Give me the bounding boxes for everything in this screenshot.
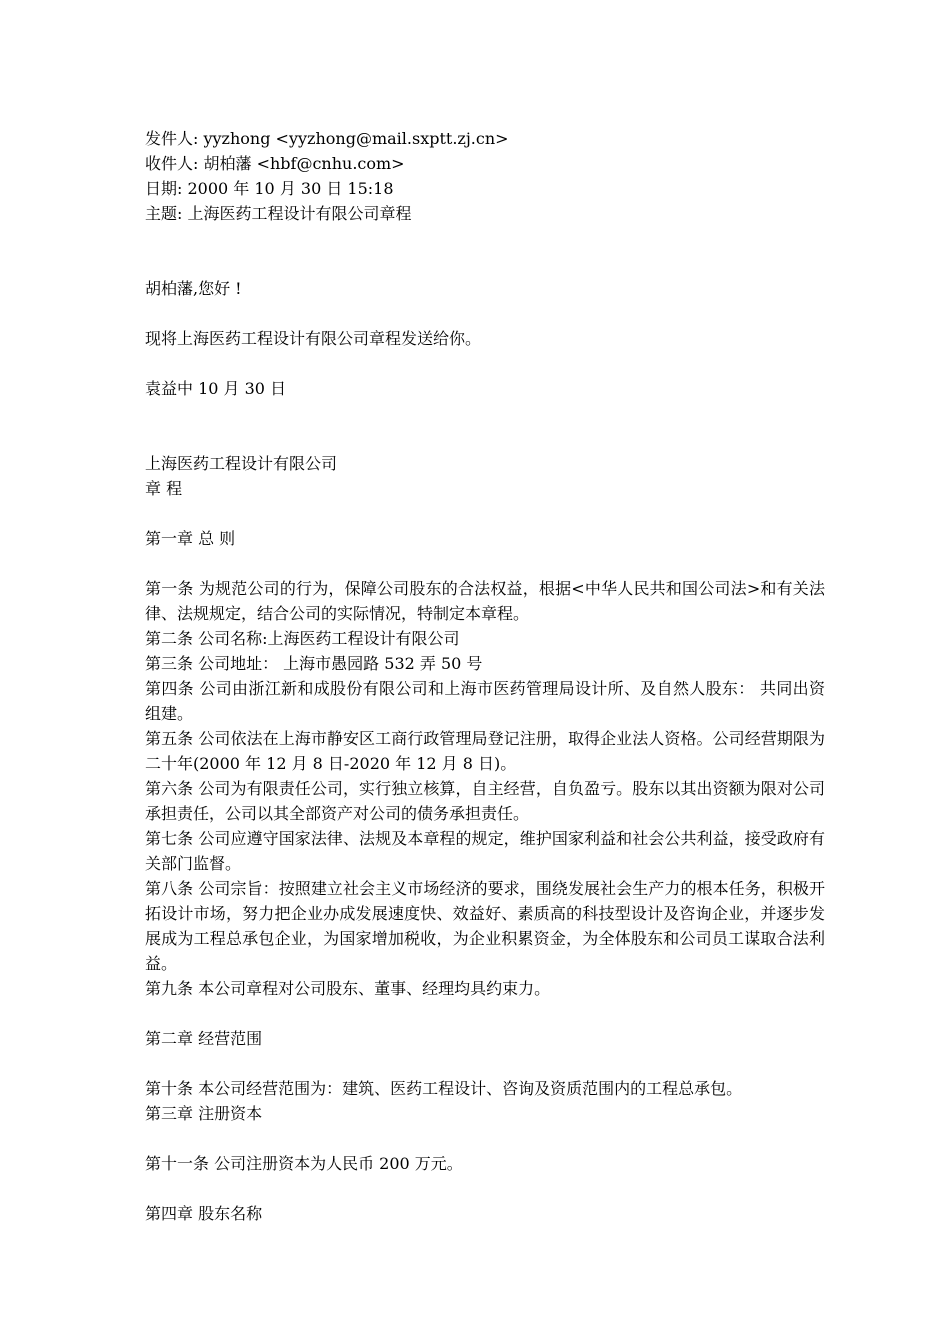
letter-greeting: 胡柏藩,您好 !: [145, 279, 242, 298]
article-11: 第十一条 公司注册资本为人民币 200 万元。: [145, 1154, 463, 1173]
email-header: [145, 126, 825, 226]
article-9: 第九条 本公司章程对公司股东、董事、经理均具约束力。: [145, 979, 551, 998]
email-to: 收件人: 胡柏藩 <hbf@cnhu.com>: [145, 154, 405, 173]
letter-signature: 袁益中 10 月 30 日: [145, 379, 287, 398]
article-8: 第八条 公司宗旨：按照建立社会主义市场经济的要求，围绕发展社会生产力的根本任务，积极开拓设计市场，努力把企业办成发展速度快、效益好、素质高的科技型设计及咨询企业，并逐步发展成为工程总承包企业，为国家增加税收，为企业积累资金，为全体股东和公司员工谋取合法利益。: [145, 879, 825, 973]
charter-title: 章 程: [145, 479, 183, 498]
letter: [145, 276, 825, 401]
chapter-heading: 第二章 经营范围: [145, 1029, 263, 1048]
email-from: 发件人: yyzhong <yyzhong@mail.sxptt.zj.cn>: [145, 129, 509, 148]
document-page: [145, 126, 825, 1226]
letter-body: 现将上海医药工程设计有限公司章程发送给你。: [145, 329, 482, 348]
article-10: 第十条 本公司经营范围为：建筑、医药工程设计、咨询及资质范围内的工程总承包。: [145, 1079, 743, 1098]
chapter-heading: 第四章 股东名称: [145, 1204, 263, 1223]
chapter-heading: 第一章 总 则: [145, 529, 236, 548]
article-3: 第三条 公司地址： 上海市愚园路 532 弄 50 号: [145, 654, 483, 673]
charter-company: 上海医药工程设计有限公司: [145, 454, 338, 473]
email-subject: 主题: 上海医药工程设计有限公司章程: [145, 204, 412, 223]
article-6: 第六条 公司为有限责任公司，实行独立核算，自主经营，自负盈亏。股东以其出资额为限对公司承担责任，公司以其全部资产对公司的债务承担责任。: [145, 779, 825, 823]
chapter-heading: 第三章 注册资本: [145, 1104, 263, 1123]
article-1: 第一条 为规范公司的行为，保障公司股东的合法权益，根据<中华人民共和国公司法>和有关法律、法规规定，结合公司的实际情况，特制定本章程。: [145, 579, 825, 623]
article-2: 第二条 公司名称:上海医药工程设计有限公司: [145, 629, 460, 648]
article-4: 第四条 公司由浙江新和成股份有限公司和上海市医药管理局设计所、及自然人股东： 共同出资组建。: [145, 679, 825, 723]
charter: [145, 451, 825, 1226]
email-date: 日期: 2000 年 10 月 30 日 15:18: [145, 179, 394, 198]
article-7: 第七条 公司应遵守国家法律、法规及本章程的规定，维护国家利益和社会公共利益，接受政府有关部门监督。: [145, 829, 825, 873]
article-5: 第五条 公司依法在上海市静安区工商行政管理局登记注册，取得企业法人资格。公司经营期限为二十年(2000 年 12 月 8 日-2020 年 12 月 8 日)。: [145, 729, 825, 773]
